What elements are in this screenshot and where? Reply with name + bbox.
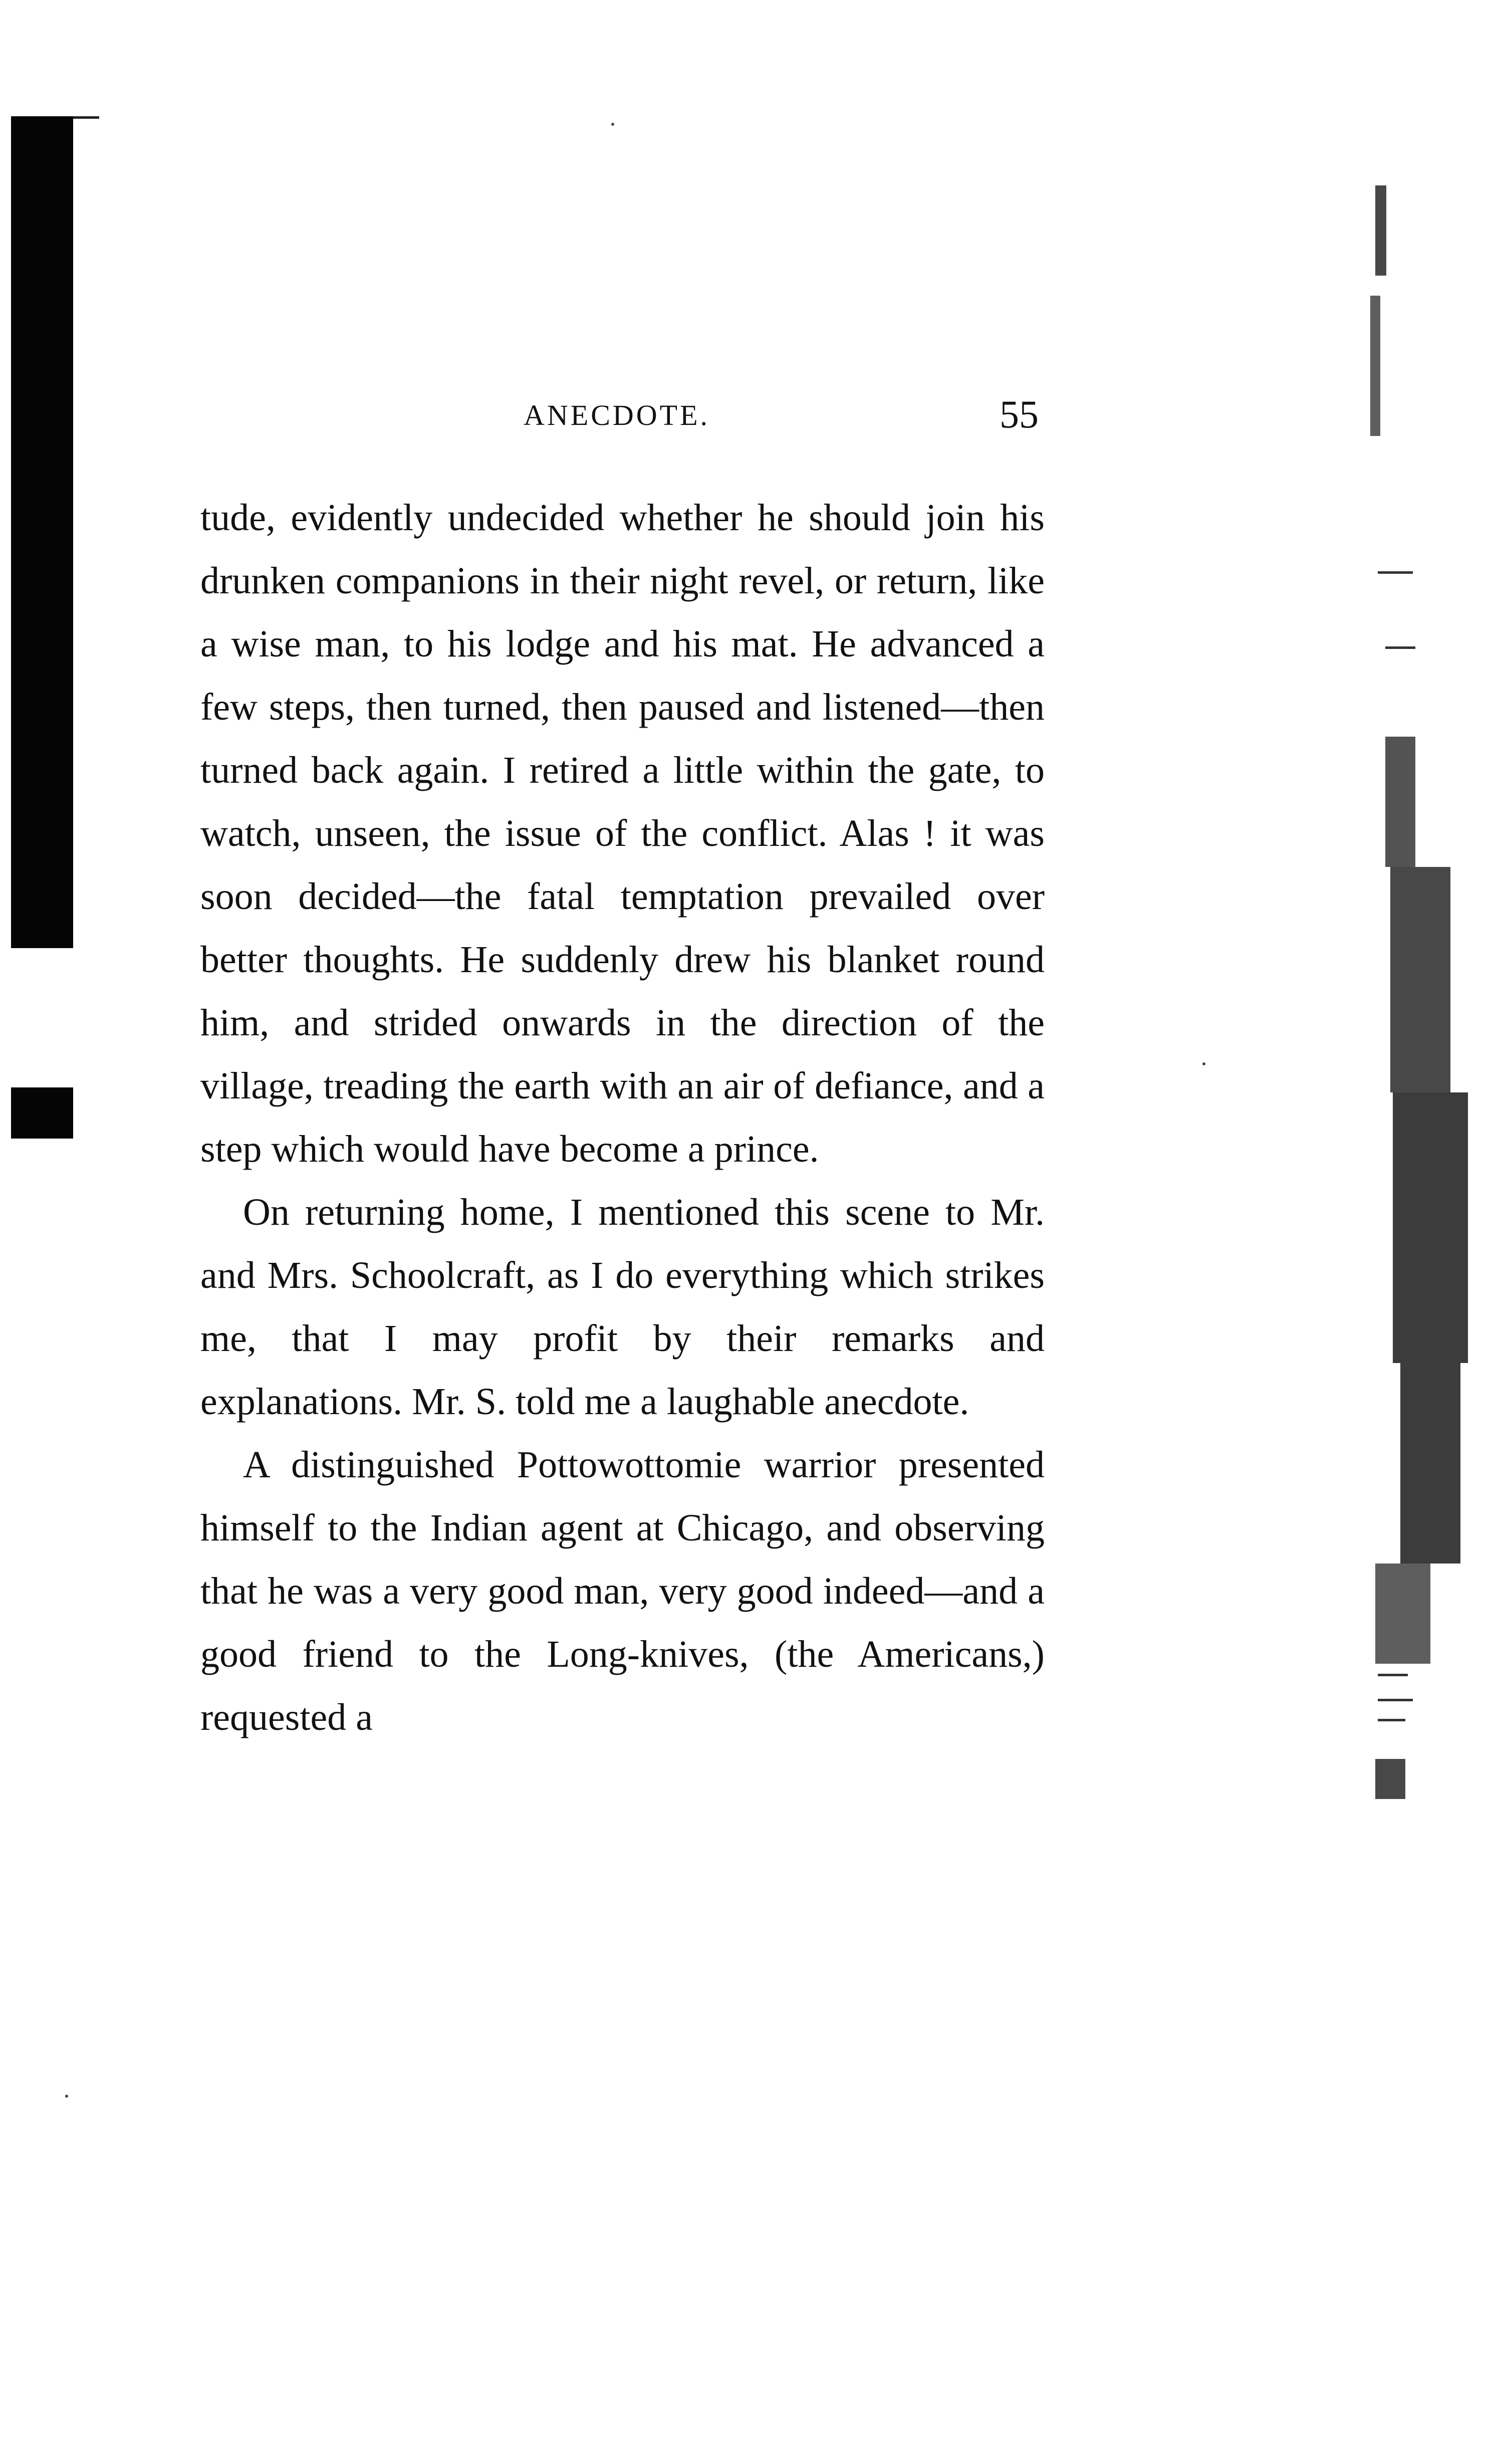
scan-edge-line bbox=[73, 116, 99, 119]
paragraph: On returning home, I mentioned this scene to Mr. and Mrs. Schoolcraft, as I do everything which strikes me, that I may profit by their remarks and explanations. Mr. S. told me a laughable anecdote. bbox=[200, 1191, 1045, 1423]
paragraph: A distinguished Pottowottomie warrior presented himself to the Indian agent at Chicago, and observing that he was a very good man, very good indeed—and a good friend to the Long-knives, (the Americans,) requested a bbox=[200, 1444, 1045, 1738]
running-title: ANECDOTE. bbox=[524, 399, 710, 431]
paragraph: tude, evidently undecided whether he should join his drunken companions in their night revel, or return, like a wise man, to his lodge and his mat. He advanced a few steps, then turned, then paused and listened—then turned back again. I retired a little within the gate, to watch, unseen, the issue of the conflict. Alas ! it was soon decided—the fatal temptation prevailed over better thoughts. He suddenly drew his blanket round him, and strided onwards in the direction of the village, treading the earth with an air of defiance, and a step which would have become a prince. bbox=[200, 497, 1045, 1170]
page-body bbox=[200, 486, 1045, 1749]
scan-speck bbox=[1202, 1062, 1205, 1065]
scan-edge-block bbox=[11, 1087, 73, 1139]
scan-edge-bar bbox=[11, 116, 73, 948]
scan-speck bbox=[65, 2095, 68, 2098]
scan-margin-artifacts bbox=[1355, 165, 1468, 1809]
scan-speck bbox=[611, 123, 614, 126]
page-number: 55 bbox=[1000, 392, 1039, 436]
